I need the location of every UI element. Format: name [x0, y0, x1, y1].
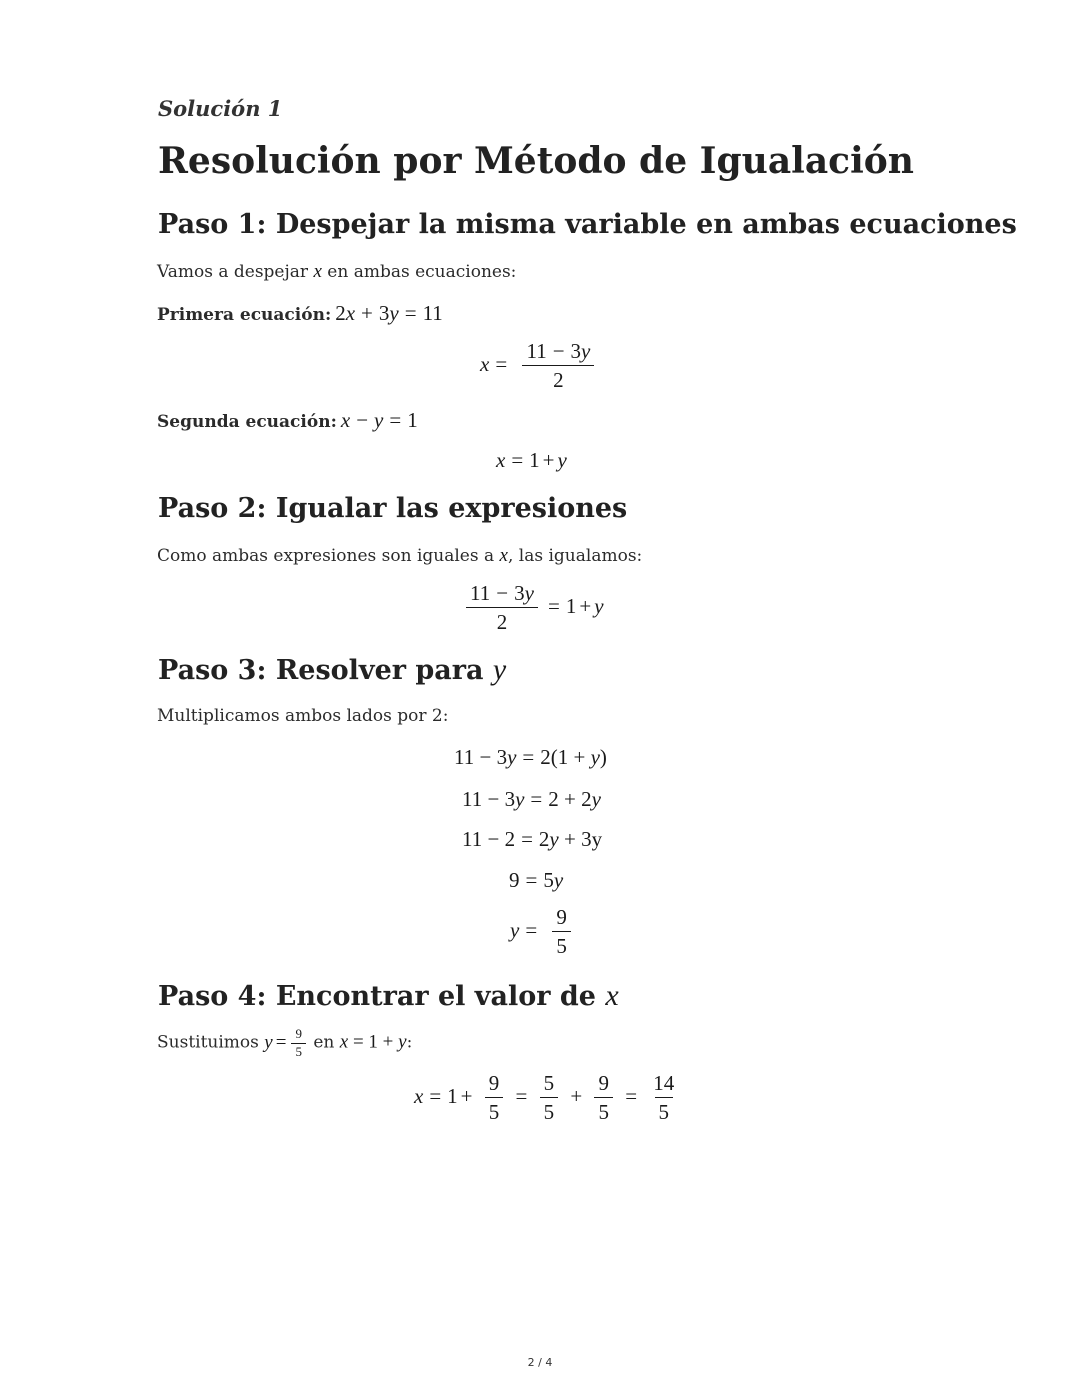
step3-heading: Paso 3: Resolver para y [158, 653, 507, 686]
step4-intro: Sustituimos y = $\frac{9}{5}$ en x = 1 + y: [157, 1026, 413, 1060]
step3-line-1: 11 − 3y = 2(1 + y) [454, 745, 607, 769]
solve-x-fraction: $\frac{11 - 3y}{2}$ [522, 340, 594, 392]
first-equation-label: Primera ecuación: [157, 305, 332, 325]
step3-line-3: 11 − 2 = 2y + 3y [462, 827, 603, 851]
page-title: Resolución por Método de Igualación [158, 140, 914, 182]
first-equation [157, 301, 443, 326]
page-number: 2 / 4 [527, 1356, 553, 1369]
equate-expressions: $\frac{11 - 3y}{2}$ = 1 + y [462, 582, 604, 634]
step3-result: y = $\frac{9}{5}$ [510, 906, 575, 958]
final-fraction-4: $\frac{14}{5}$ [653, 1071, 675, 1125]
equate-fraction: $\frac{11 - 3y}{2}$ [466, 582, 538, 634]
solution-label: Solución 1 [158, 96, 283, 121]
final-x-equation: x = 1 + $\frac{9}{5}$ = $\frac{5}{5}$ + $\frac{9}{5}$ = $\frac{14}{5}$ [414, 1072, 682, 1124]
step1-intro-var: x [313, 261, 322, 282]
solve-x-equation-2: x = 1 + y [496, 448, 567, 472]
final-fraction-1: $\frac{9}{5}$ [485, 1072, 504, 1124]
final-fraction-2: $\frac{5}{5}$ [540, 1072, 559, 1124]
second-equation-math: x − y = 1 [340, 408, 418, 432]
step3-line-4: 9 = 5y [509, 868, 564, 892]
solve-x-equation-1: x = $\frac{11 - 3y}{2}$ [480, 340, 598, 392]
step1-heading: Paso 1: Despejar la misma variable en ambas ecuaciones [158, 209, 1017, 240]
step4-heading: Paso 4: Encontrar el valor de x [158, 979, 619, 1012]
step2-heading: Paso 2: Igualar las expresiones [158, 493, 628, 524]
second-equation-label: Segunda ecuación: [157, 412, 337, 432]
step2-intro: Como ambas expresiones son iguales a x, las igualamos: [157, 545, 643, 566]
step1-intro-before: Vamos a despejar [157, 262, 309, 282]
final-fraction-3: $\frac{9}{5}$ [594, 1072, 613, 1124]
step1-intro [157, 261, 516, 283]
y-value-fraction: $\frac{9}{5}$ [552, 906, 571, 958]
step3-line-2: 11 − 3y = 2 + 2y [462, 787, 601, 811]
second-equation [157, 408, 418, 433]
step1-intro-after: en ambas ecuaciones: [327, 262, 517, 282]
step3-intro: Multiplicamos ambos lados por 2: [157, 706, 449, 726]
first-equation-math: 2x + 3y = 11 [335, 301, 443, 325]
